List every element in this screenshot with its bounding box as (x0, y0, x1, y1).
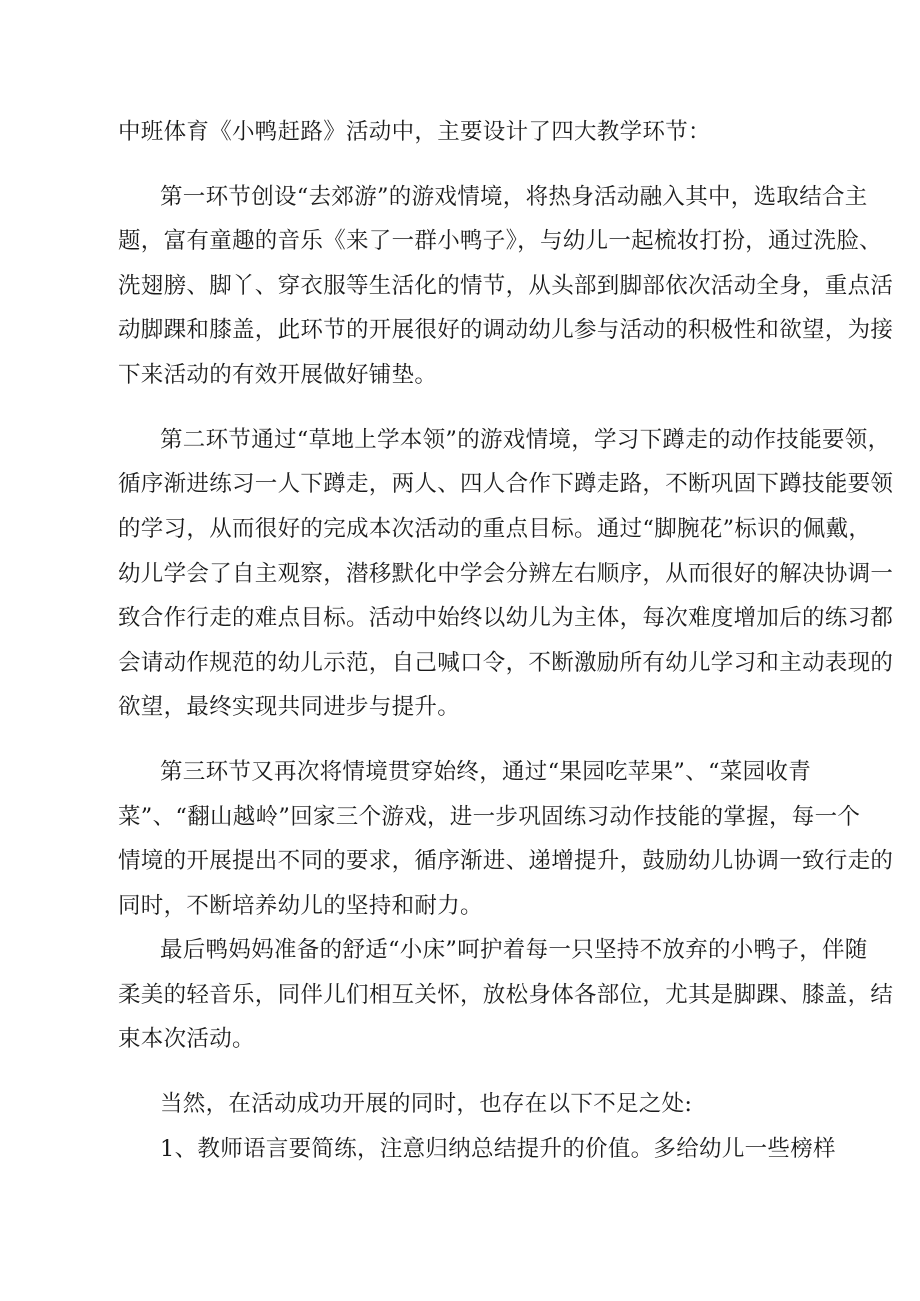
paragraph-line: 第一环节创设“去郊游”的游戏情境，将热身活动融入其中，选取结合主 (160, 184, 868, 210)
paragraph-line: 循序渐进练习一人下蹲走，两人、四人合作下蹲走路，不断巩固下蹲技能要领 (118, 471, 894, 497)
paragraph-line: 最后鸭妈妈准备的舒适“小床”呵护着每一只坚持不放弃的小鸭子，伴随 (160, 937, 868, 963)
paragraph-line: 同时，不断培养幼儿的坚持和耐力。 (118, 893, 483, 919)
paragraph-line: 会请动作规范的幼儿示范，自己喊口令，不断激励所有幼儿学习和主动表现的 (118, 650, 894, 676)
paragraph-line: 下来活动的有效开展做好铺垫。 (118, 362, 438, 388)
paragraph-line: 第二环节通过“草地上学本领”的游戏情境，学习下蹲走的动作技能要领， (160, 427, 891, 453)
paragraph-line: 动脚踝和膝盖，此环节的开展很好的调动幼儿参与活动的积极性和欲望，为接 (118, 317, 894, 343)
paragraph-line: 幼儿学会了自主观察，潜移默化中学会分辨左右顺序，从而很好的解决协调一 (118, 561, 894, 587)
paragraph-line: 菜”、“翻山越岭”回家三个游戏，进一步巩固练习动作技能的掌握，每一个 (118, 804, 861, 830)
paragraph-line: 柔美的轻音乐，同伴儿们相互关怀，放松身体各部位，尤其是脚踝、膝盖，结 (118, 982, 894, 1008)
paragraph-line: 欲望，最终实现共同进步与提升。 (118, 694, 461, 720)
paragraph-line: 的学习，从而很好的完成本次活动的重点目标。通过“脚腕花”标识的佩戴， (118, 516, 872, 542)
paragraph-line: 致合作行走的难点目标。活动中始终以幼儿为主体，每次难度增加后的练习都 (118, 605, 894, 631)
paragraph-line: 洗翅膀、脚丫、穿衣服等生活化的情节，从头部到脚部依次活动全身，重点活 (118, 273, 894, 299)
paragraph-line: 情境的开展提出不同的要求，循序渐进、递增提升，鼓励幼儿协调一致行走的 (118, 848, 894, 874)
paragraph-line: 第三环节又再次将情境贯穿始终，通过“果园吃苹果”、“菜园收青 (160, 759, 812, 785)
intro-line: 中班体育《小鸭赶路》活动中，主要设计了四大教学环节： (118, 119, 711, 145)
paragraph-line: 束本次活动。 (118, 1026, 255, 1052)
paragraph-line: 当然，在活动成功开展的同时，也存在以下不足之处: (160, 1091, 693, 1117)
paragraph-line: 题，富有童趣的音乐《来了一群小鸭子》，与幼儿一起梳妆打扮，通过洗脸、 (118, 228, 882, 254)
list-item: 1、教师语言要简练，注意归纳总结提升的价值。多给幼儿一些榜样 (160, 1136, 836, 1162)
